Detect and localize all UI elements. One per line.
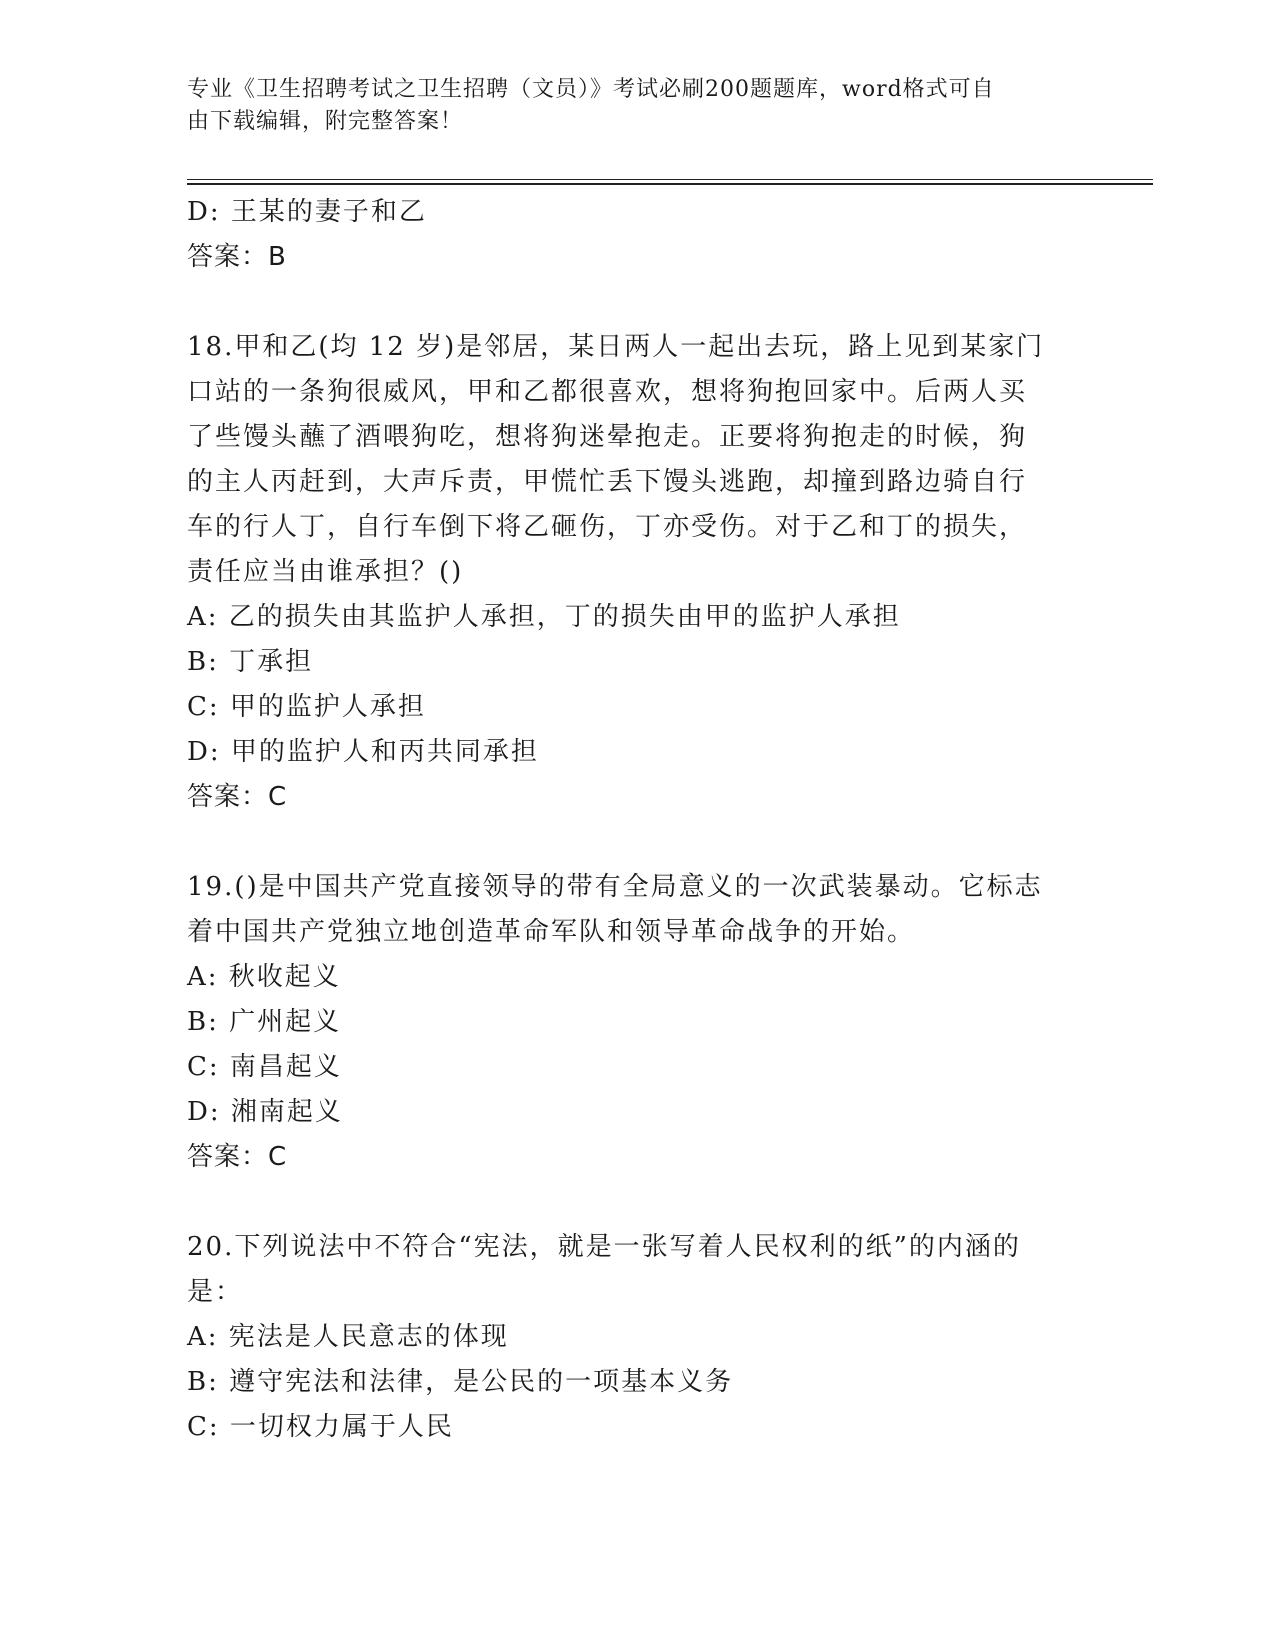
q19-option-b: B: 广州起义 — [187, 1007, 342, 1037]
prev-answer: 答案：B — [187, 242, 287, 272]
q18-option-b: B: 丁承担 — [187, 647, 314, 677]
q19-option-d: D: 湘南起义 — [187, 1097, 343, 1127]
question-19 — [187, 865, 1087, 1180]
q18-option-d: D: 甲的监护人和丙共同承担 — [187, 737, 539, 767]
q19-stem-line-1: 19.()是中国共产党直接领导的带有全局意义的一次武装暴动。它标志 — [187, 872, 1043, 902]
header-title-line-1: 专业《卫生招聘考试之卫生招聘（文员）》考试必刷200题题库，word格式可自 — [187, 77, 995, 102]
q19-answer: 答案：C — [187, 1142, 288, 1172]
header-title-line-2: 由下载编辑，附完整答案！ — [187, 109, 464, 134]
q18-stem-line-2: 口站的一条狗很威风，甲和乙都很喜欢，想将狗抱回家中。后两人买 — [187, 377, 1028, 407]
spacer — [187, 1180, 1087, 1225]
q20-option-c: C: 一切权力属于人民 — [187, 1412, 454, 1442]
document-body — [187, 190, 1087, 1450]
q20-option-a: A: 宪法是人民意志的体现 — [187, 1322, 509, 1352]
q18-option-a: A: 乙的损失由其监护人承担，丁的损失由甲的监护人承担 — [187, 602, 901, 632]
question-18 — [187, 325, 1087, 820]
prev-option-d: D: 王某的妻子和乙 — [187, 197, 427, 227]
q20-stem-line-2: 是： — [187, 1277, 244, 1307]
q20-option-b: B: 遵守宪法和法律，是公民的一项基本义务 — [187, 1367, 734, 1397]
header-divider-thick — [187, 183, 1153, 185]
q19-option-c: C: 南昌起义 — [187, 1052, 342, 1082]
q19-option-a: A: 秋收起义 — [187, 962, 341, 992]
q18-option-c: C: 甲的监护人承担 — [187, 692, 426, 722]
q18-stem-line-6: 责任应当由谁承担？() — [187, 557, 464, 587]
q18-answer: 答案：C — [187, 782, 288, 812]
spacer — [187, 280, 1087, 325]
q18-stem-line-4: 的主人丙赶到，大声斥责，甲慌忙丢下馒头逃跑，却撞到路边骑自行 — [187, 467, 1028, 497]
q19-stem-line-2: 着中国共产党独立地创造革命军队和领导革命战争的开始。 — [187, 917, 916, 947]
document-header — [187, 74, 1067, 138]
header-divider-thin — [187, 179, 1153, 180]
question-20 — [187, 1225, 1087, 1450]
spacer — [187, 820, 1087, 865]
q20-stem-line-1: 20.下列说法中不符合“宪法，就是一张写着人民权利的纸”的内涵的 — [187, 1232, 1021, 1262]
q18-stem-line-5: 车的行人丁，自行车倒下将乙砸伤，丁亦受伤。对于乙和丁的损失， — [187, 512, 1028, 542]
q18-stem-line-3: 了些馒头蘸了酒喂狗吃，想将狗迷晕抱走。正要将狗抱走的时候，狗 — [187, 422, 1028, 452]
q18-stem-line-1: 18.甲和乙(均 12 岁)是邻居，某日两人一起出去玩，路上见到某家门 — [187, 332, 1045, 362]
